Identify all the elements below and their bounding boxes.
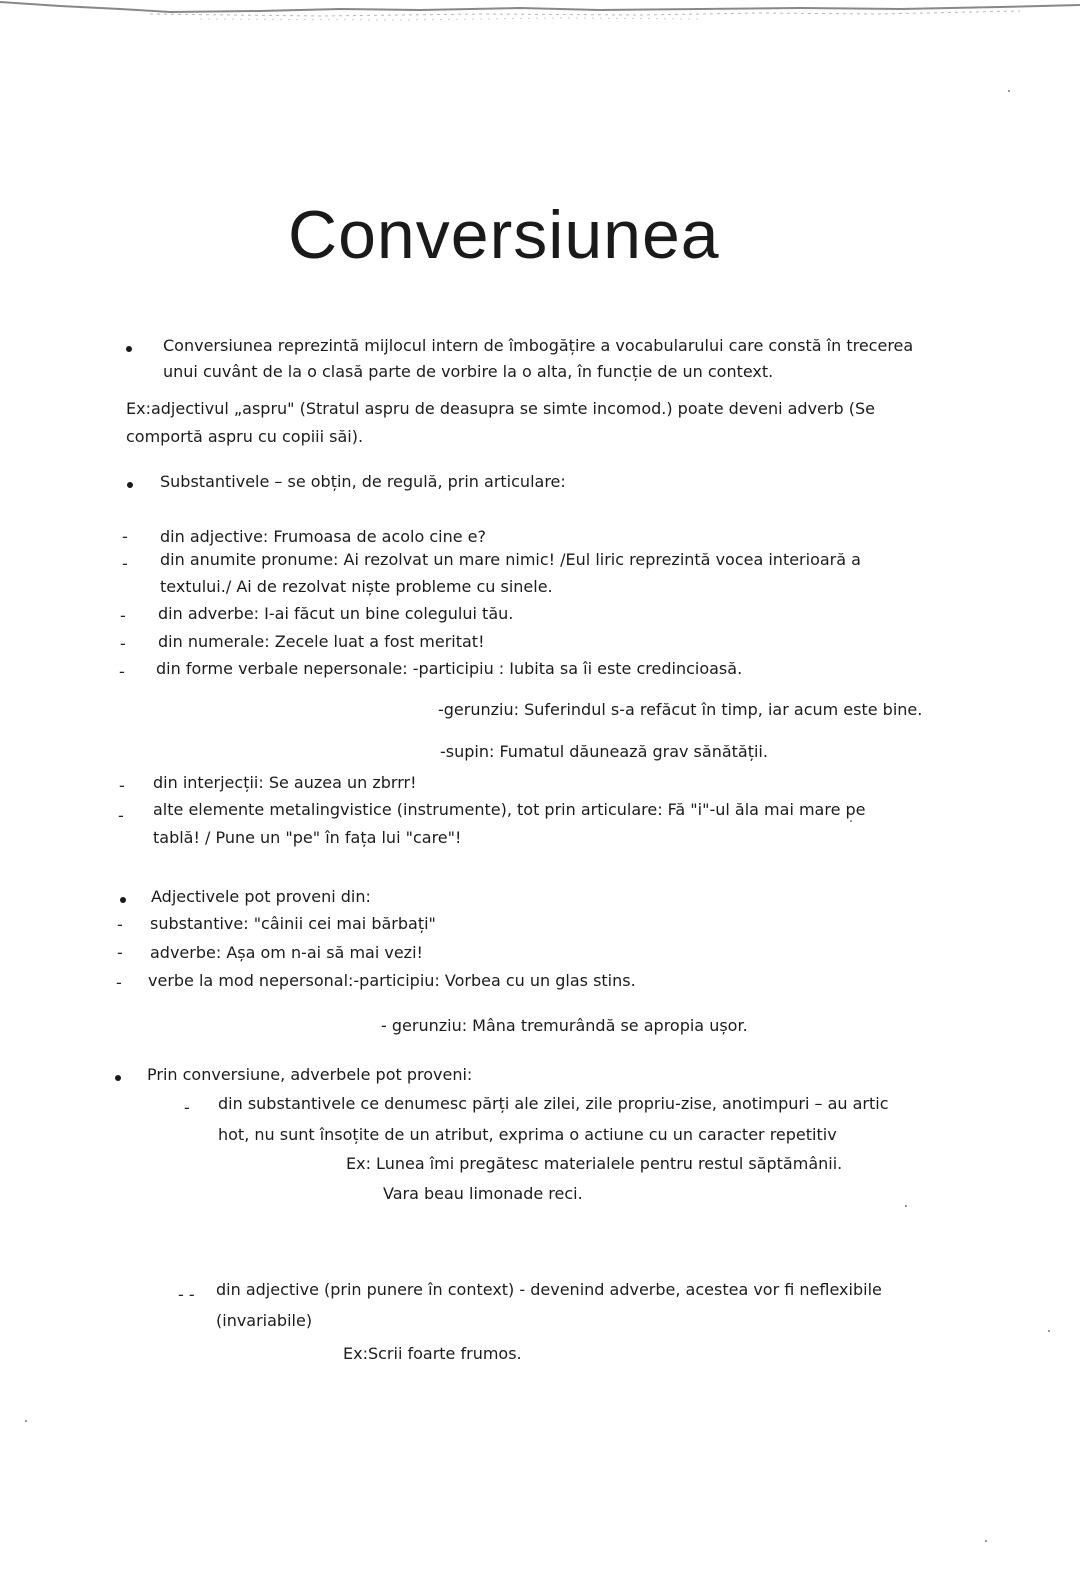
scan-speck — [850, 820, 852, 822]
bullet-dot — [126, 346, 132, 352]
dash-marker: - — [120, 634, 126, 653]
nouns-item: din numerale: Zecele luat a fost meritat! — [158, 632, 485, 651]
adverbs-example: Vara beau limonade reci. — [383, 1184, 583, 1203]
nouns-item: din adjective: Frumoasa de acolo cine e? — [160, 527, 486, 546]
dash-marker: - — [119, 776, 125, 795]
intro-line-2: unui cuvânt de la o clasă parte de vorbire la o alta, în funcție de un context. — [163, 362, 774, 381]
nouns-item-continued: tablă! / Pune un "pe" în fața lui "care"! — [153, 828, 462, 847]
adverbs-heading: Prin conversiune, adverbele pot proveni: — [147, 1065, 473, 1084]
dash-marker: - — [120, 606, 126, 625]
adverbs-example: Ex: Lunea îmi pregătesc materialele pentru restul săptămânii. — [346, 1154, 843, 1173]
scan-speck — [985, 1540, 987, 1542]
dash-marker: - - — [178, 1285, 195, 1304]
nouns-heading: Substantivele – se obțin, de regulă, prin articulare: — [160, 472, 566, 491]
dash-marker: - — [119, 662, 125, 681]
adjectives-heading: Adjectivele pot proveni din: — [151, 887, 371, 906]
adverbs-item: din substantivele ce denumesc părți ale zilei, zile propriu-zise, anotimpuri – au artic — [218, 1094, 889, 1113]
nouns-item: alte elemente metalingvistice (instrumente), tot prin articulare: Fă "i"-ul ăla mai mare pe — [153, 800, 866, 819]
dash-marker: - — [122, 527, 128, 546]
nouns-item-continued: textului./ Ai de rezolvat niște probleme cu sinele. — [160, 577, 553, 596]
scan-speck — [25, 1420, 27, 1422]
bullet-dot — [120, 897, 126, 903]
adjectives-subitem-gerund: - gerunziu: Mâna tremurândă se apropia ușor. — [381, 1016, 748, 1035]
dash-marker: - — [117, 915, 123, 934]
nouns-subitem-supine: -supin: Fumatul dăunează grav sănătății. — [440, 742, 768, 761]
intro-example-line-2: comportă aspru cu copiii săi). — [126, 427, 364, 446]
scan-edge-noise — [0, 0, 1080, 22]
nouns-item: din adverbe: I-ai făcut un bine colegului tău. — [158, 604, 514, 623]
adjectives-item: adverbe: Așa om n-ai să mai vezi! — [150, 943, 423, 962]
adverbs-item: din adjective (prin punere în context) - devenind adverbe, acestea vor fi neflexibile — [216, 1280, 882, 1299]
adverbs-item-continued: (invariabile) — [216, 1311, 313, 1330]
scan-speck — [1048, 1330, 1050, 1332]
nouns-item: din interjecții: Se auzea un zbrrr! — [153, 773, 417, 792]
dash-marker: - — [184, 1098, 190, 1117]
adjectives-item: verbe la mod nepersonal:-participiu: Vorbea cu un glas stins. — [148, 971, 636, 990]
nouns-subitem-gerund: -gerunziu: Suferindul s-a refăcut în timp, iar acum este bine. — [438, 700, 923, 719]
dash-marker: - — [122, 554, 128, 573]
page-title: Conversiunea — [288, 196, 720, 273]
adjectives-item: substantive: "câinii cei mai bărbați" — [150, 914, 436, 933]
scan-speck — [905, 1205, 907, 1207]
dash-marker: - — [118, 806, 124, 825]
dash-marker: - — [117, 943, 123, 962]
intro-line-1: Conversiunea reprezintă mijlocul intern de îmbogățire a vocabularului care constă în trecerea — [163, 336, 914, 355]
nouns-item: din anumite pronume: Ai rezolvat un mare nimic! /Eul liric reprezintă vocea interioară a — [160, 550, 861, 569]
bullet-dot — [127, 482, 133, 488]
nouns-item: din forme verbale nepersonale: -participiu : Iubita sa îi este credincioasă. — [156, 659, 743, 678]
dash-marker: - — [116, 973, 122, 992]
intro-example-line-1: Ex:adjectivul „aspru" (Stratul aspru de deasupra se simte incomod.) poate deveni adverb (Se — [126, 399, 875, 418]
adverbs-example: Ex:Scrii foarte frumos. — [343, 1344, 522, 1363]
bullet-dot — [115, 1075, 121, 1081]
scan-speck — [1008, 90, 1010, 92]
adverbs-item-continued: hot, nu sunt însoțite de un atribut, exprima o actiune cu un caracter repetitiv — [218, 1125, 837, 1144]
